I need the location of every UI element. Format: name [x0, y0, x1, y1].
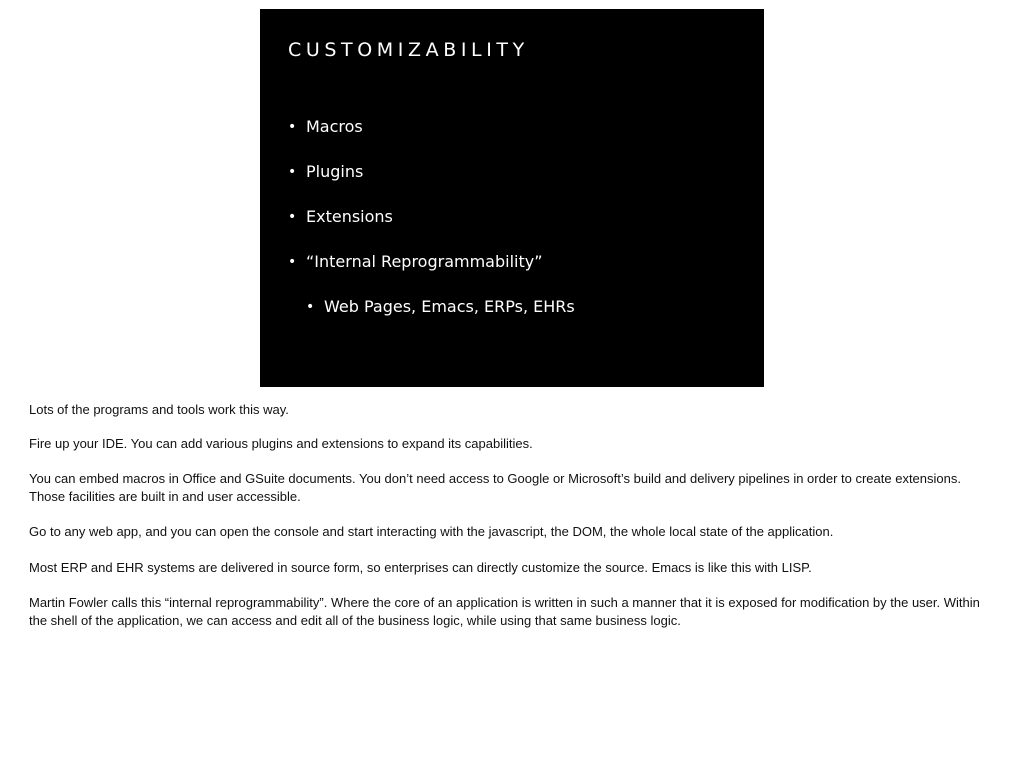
sub-bullet-item: [306, 297, 575, 316]
bullet-icon: •: [306, 298, 315, 315]
notes-paragraph: You can embed macros in Office and GSuite documents. You don’t need access to Google or Microsoft’s build and delivery pipelines in order to create extensions. Those facilities are built in and user accessible.: [29, 471, 961, 504]
bullet-text: Extensions: [306, 207, 393, 226]
notes-paragraph: Lots of the programs and tools work this way.: [29, 402, 289, 417]
notes-paragraph: Fire up your IDE. You can add various plugins and extensions to expand its capabilities.: [29, 436, 533, 451]
bullet-icon: •: [288, 208, 297, 225]
bullet-text: “Internal Reprogrammability”: [306, 252, 543, 271]
notes-paragraph: Martin Fowler calls this “internal reprogrammability”. Where the core of an application is written in such a manner that it is exposed for modification by the user. Within the shell of the application, we can access and edit all of the business logic, while using that same business logic.: [29, 595, 980, 628]
notes-paragraph: Go to any web app, and you can open the console and start interacting with the javascript, the DOM, the whole local state of the application.: [29, 524, 834, 539]
bullet-item: [288, 252, 543, 271]
sub-bullet-text: Web Pages, Emacs, ERPs, EHRs: [324, 297, 575, 316]
bullet-text: Macros: [306, 117, 363, 136]
bullet-icon: •: [288, 253, 297, 270]
bullet-icon: •: [288, 118, 297, 135]
bullet-item: [288, 117, 363, 136]
bullet-item: [288, 207, 393, 226]
notes-paragraph: Most ERP and EHR systems are delivered in source form, so enterprises can directly customize the source. Emacs is like this with LISP.: [29, 560, 812, 575]
slide: [260, 9, 764, 387]
bullet-item: [288, 162, 363, 181]
bullet-icon: •: [288, 163, 297, 180]
bullet-text: Plugins: [306, 162, 364, 181]
slide-title: CUSTOMIZABILITY: [288, 39, 529, 61]
